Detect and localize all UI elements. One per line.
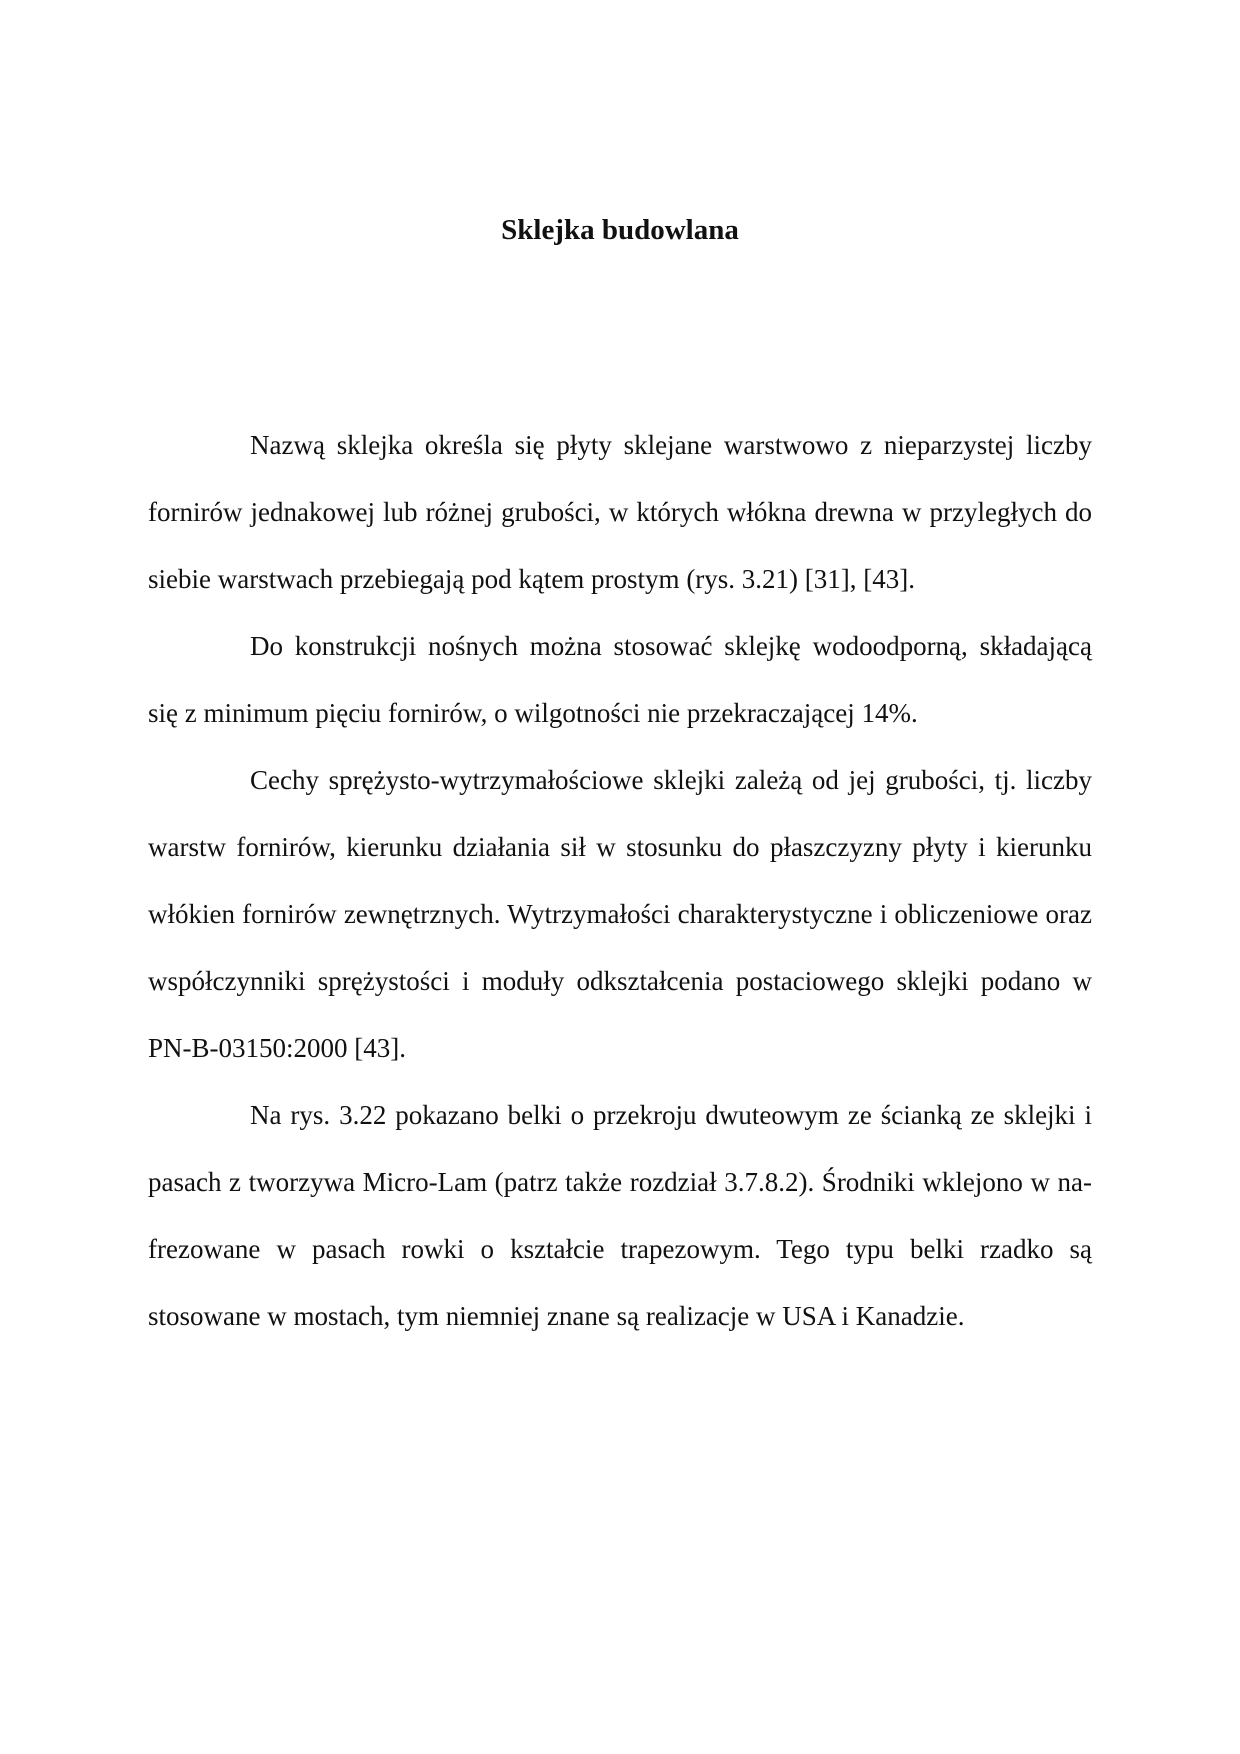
document-body — [148, 412, 1092, 1350]
paragraph-i-beams: Na rys. 3.22 pokazano belki o przekroju dwuteowym ze ścianką ze sklejki i pasach z tworzywa Micro-Lam (patrz także rozdział 3.7.8.2). Środniki wklejono w na-frezowane w pasach rowki o kształcie trapezowym. Tego typu belki rzadko są stosowane w mostach, tym niemniej znane są realizacje w USA i Kanadzie. — [148, 1100, 1092, 1331]
paragraph-load-bearing-structures: Do konstrukcji nośnych można stosować sklejkę wodoodporną, składającą się z minimum pięciu fornirów, o wilgotności nie przekraczającej 14%. — [148, 631, 1092, 728]
paragraph-strength-properties: Cechy sprężysto-wytrzymałościowe sklejki zależą od jej grubości, tj. liczby warstw fornirów, kierunku działania sił w stosunku do płaszczyzny płyty i kierunku włókien fornirów zewnętrznych. Wytrzymałości charakterystyczne i obliczeniowe oraz współczynniki sprężystości i moduły odkształcenia postaciowego sklejki podano w PN-B-03150:2000 [43]. — [148, 765, 1092, 1063]
paragraph-plywood-definition: Nazwą sklejka określa się płyty sklejane warstwowo z nieparzystej liczby fornirów jednakowej lub różnej grubości, w których włókna drewna w przyległych do siebie warstwach przebiegają pod kątem prostym (rys. 3.21) [31], [43]. — [148, 430, 1092, 594]
document-title: Sklejka budowlana — [501, 214, 739, 246]
